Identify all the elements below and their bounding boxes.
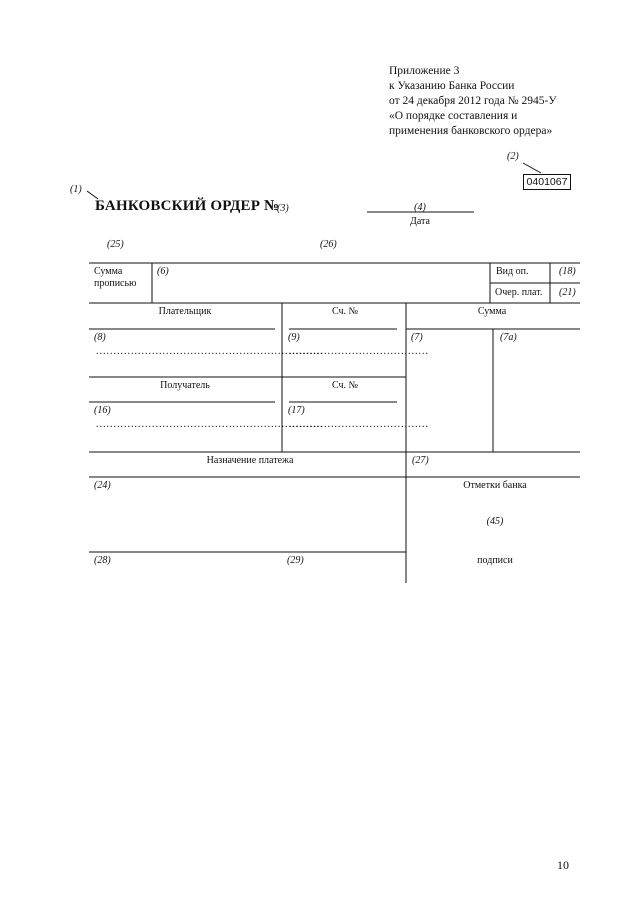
op-type-label: Вид оп.: [496, 266, 529, 277]
priority-label: Очер. плат.: [495, 287, 543, 298]
ref-26: (26): [320, 239, 337, 250]
account-label-2: Сч. №: [331, 380, 359, 391]
ref-6: (6): [157, 266, 169, 277]
header-line-1: Приложение 3: [389, 65, 460, 77]
amount-words-label-1: Сумма: [94, 266, 123, 277]
ref-27: (27): [412, 455, 429, 466]
header-line-2: к Указанию Банка России: [389, 80, 515, 92]
ref-8: (8): [94, 332, 106, 343]
ref-7a: (7а): [500, 332, 517, 343]
payer-dotted-line: .................................................................: [96, 346, 324, 357]
purpose-label: Назначение платежа: [206, 455, 294, 466]
ref-28: (28): [94, 555, 111, 566]
ref-21: (21): [559, 287, 576, 298]
title-ref: (1): [70, 184, 82, 195]
ref-17: (17): [288, 405, 305, 416]
ref-16: (16): [94, 405, 111, 416]
form-code-ref: (2): [507, 151, 519, 162]
date-label: Дата: [410, 216, 430, 227]
ref-29: (29): [287, 555, 304, 566]
ref-45: (45): [486, 516, 504, 527]
header-line-5: применения банковского ордера»: [389, 125, 553, 137]
page-number: 10: [557, 858, 569, 872]
ref-25: (25): [107, 239, 124, 250]
ref-9: (9): [288, 332, 300, 343]
number-ref: (3): [277, 203, 289, 214]
receiver-account-dotted-line: ........................................: [289, 419, 429, 430]
payer-account-dotted-line: ........................................: [289, 346, 429, 357]
header-line-3: от 24 декабря 2012 года № 2945-У: [389, 95, 557, 107]
bank-marks-label: Отметки банка: [463, 480, 527, 491]
ref-18: (18): [559, 266, 576, 277]
form-code-box: 0401067: [523, 174, 571, 190]
page-title: БАНКОВСКИЙ ОРДЕР №: [95, 198, 280, 214]
receiver-dotted-line: .................................................................: [96, 419, 324, 430]
receiver-label: Получатель: [160, 380, 210, 391]
date-ref: (4): [414, 202, 426, 213]
ref-24: (24): [94, 480, 111, 491]
amount-words-label-2: прописью: [94, 278, 137, 289]
ref-7: (7): [411, 332, 423, 343]
signatures-label: подписи: [477, 555, 513, 566]
payer-label: Плательщик: [158, 306, 212, 317]
account-label-1: Сч. №: [331, 306, 359, 317]
header-line-4: «О порядке составления и: [389, 110, 518, 122]
amount-label: Сумма: [477, 306, 507, 317]
